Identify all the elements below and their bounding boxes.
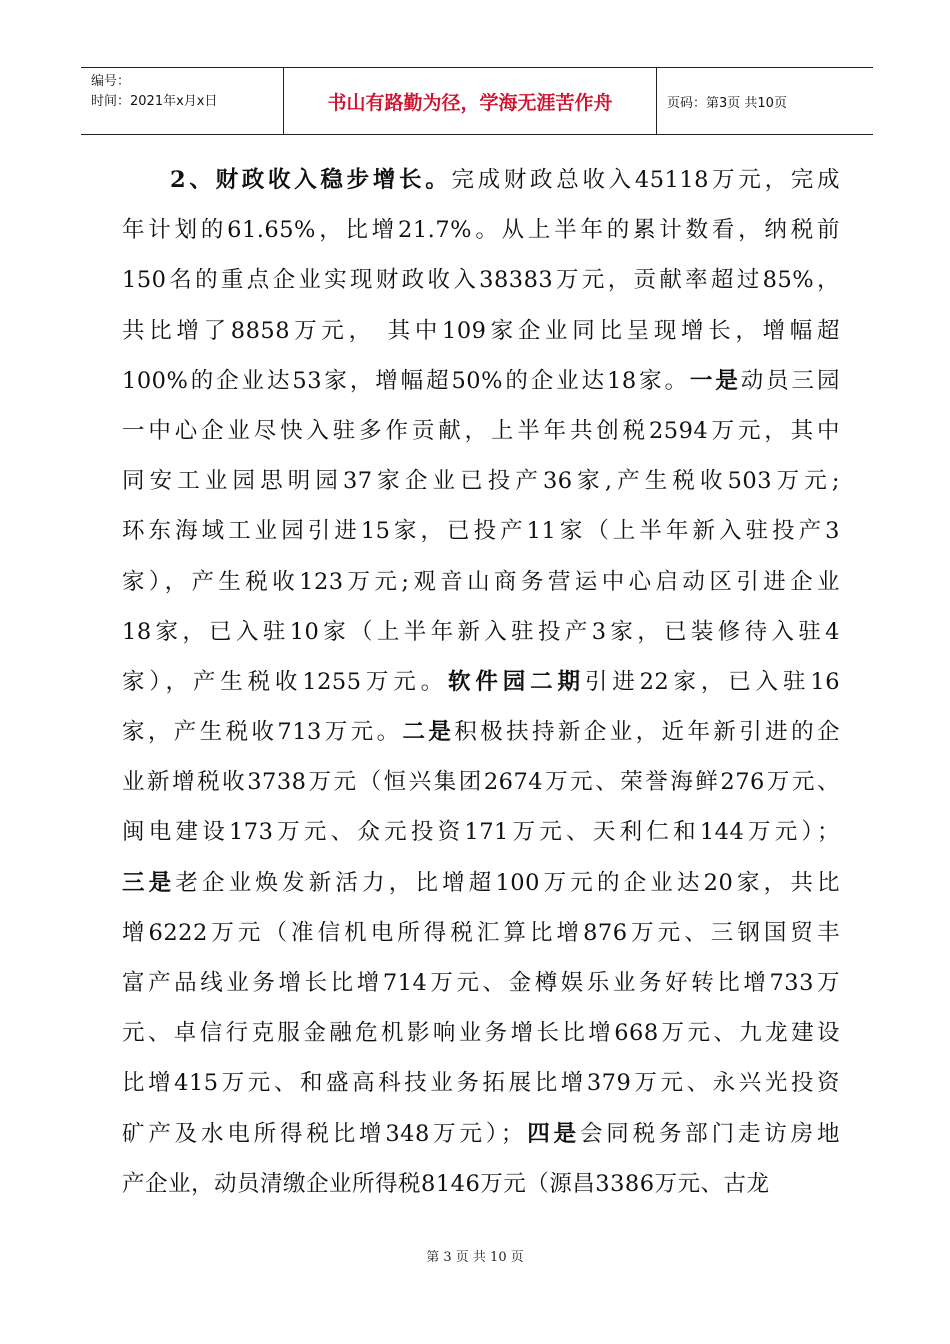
body-text [122, 155, 840, 1209]
text-run: 闽电建设173万元、众元投资171万元、天利仁和144万元）； [122, 819, 840, 846]
text-run: 家），产生税收1255万元。 [122, 668, 449, 695]
text-run: 环东海域工业园引进15家，已投产11家（上半年新入驻投产3 [122, 518, 840, 545]
motto-text: 书山有路勤为径，学海无涯苦作舟 [327, 91, 613, 114]
header-motto [284, 68, 657, 134]
bold-text: 一是 [689, 367, 741, 394]
text-line [122, 607, 840, 657]
text-run: 积极扶持新企业，近年新引进的企 [454, 719, 840, 746]
footer-page-number: 第 3 页 共 10 页 [426, 1250, 524, 1265]
text-run: 元、卓信行克服金融危机影响业务增长比增668万元、九龙建设 [122, 1020, 840, 1047]
text-line [122, 1058, 840, 1108]
text-line [122, 1159, 840, 1209]
page-footer [0, 1246, 950, 1265]
page-header [81, 67, 873, 135]
number-label: 编号： [91, 74, 131, 89]
text-run: 家，产生税收713万元。 [122, 719, 403, 746]
text-line [122, 506, 840, 556]
text-run: 完成财政总收入45118万元，完成 [451, 167, 841, 193]
text-run: 动员三园 [740, 367, 840, 394]
time-label: 时间：2021年x月x日 [91, 94, 218, 109]
text-run: 引进22家，已入驻16 [584, 668, 841, 695]
text-run: 一中心企业尽快入驻多作贡献，上半年共创税2594万元，其中 [122, 417, 840, 444]
text-line [122, 908, 840, 958]
text-line [122, 155, 840, 205]
text-line [122, 858, 840, 908]
text-line [122, 456, 840, 506]
text-line [122, 306, 840, 356]
text-line [122, 557, 840, 607]
bold-text: 软件园二期 [448, 668, 585, 695]
text-run: 年计划的61.65%，比增21.7%。从上半年的累计数看，纳税前 [122, 217, 840, 244]
text-run: 150名的重点企业实现财政收入38383万元，贡献率超过85%， [122, 267, 840, 294]
bold-text: 四是 [523, 1120, 580, 1147]
text-run: 富产品线业务增长比增714万元、金樽娱乐业务好转比增733万 [122, 970, 840, 996]
text-line [122, 205, 840, 255]
text-run: 会同税务部门走访房地 [579, 1120, 840, 1147]
text-run: 业新增税收3738万元（恒兴集团2674万元、荣誉海鲜276万元、 [122, 769, 840, 796]
bold-text: 2、财政收入稳步增长。 [170, 167, 452, 193]
text-line [122, 707, 840, 757]
bold-text: 三是 [122, 869, 176, 896]
text-line [122, 1008, 840, 1058]
text-run: 老企业焕发新活力，比增超100万元的企业达20家，共比 [175, 869, 840, 896]
text-run: 矿产及水电所得税比增348万元）； [122, 1120, 524, 1147]
text-line [122, 657, 840, 707]
text-run: 100%的企业达53家，增幅超50%的企业达18家。 [122, 367, 690, 394]
text-line [122, 807, 840, 857]
header-meta [81, 68, 284, 134]
text-run: 比增415万元、和盛高科技业务拓展比增379万元、永兴光投资 [122, 1070, 840, 1097]
text-run: 同安工业园思明园37家企业已投产36家,产生税收503万元; [122, 468, 840, 495]
text-line [122, 356, 840, 406]
header-page-info [657, 68, 873, 134]
text-line [122, 958, 840, 1008]
text-line [122, 255, 840, 305]
text-line [122, 1109, 840, 1159]
text-run: 产企业，动员清缴企业所得税8146万元（源昌3386万元、古龙 [122, 1170, 770, 1197]
text-run: 增6222万元（准信机电所得税汇算比增876万元、三钢国贸丰 [122, 919, 840, 946]
text-run: 18家，已入驻10家（上半年新入驻投产3家，已装修待入驻4 [122, 618, 840, 645]
text-run: 家），产生税收123万元;观音山商务营运中心启动区引进企业 [122, 568, 840, 595]
bold-text: 二是 [402, 719, 455, 746]
text-run: 共比增了8858万元， 其中109家企业同比呈现增长，增幅超 [122, 317, 840, 344]
text-line [122, 406, 840, 456]
page-label: 页码：第3页 共10页 [667, 95, 787, 111]
text-line [122, 757, 840, 807]
